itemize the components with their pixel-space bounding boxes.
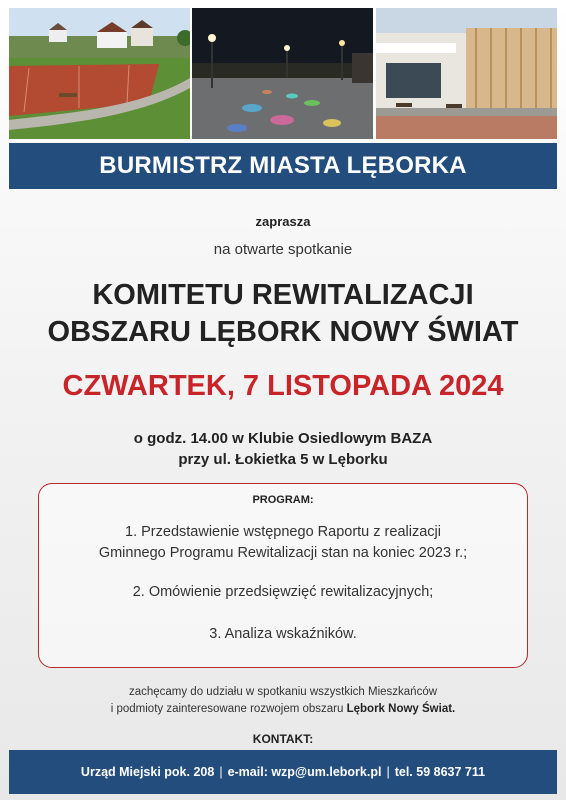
footer-separator: | <box>386 765 390 779</box>
phone-number[interactable]: tel. 59 8637 711 <box>394 765 486 779</box>
photo-night-square <box>192 8 373 139</box>
mayor-title-band <box>9 143 557 189</box>
program-item-3: 3. Analiza wskaźników. <box>209 626 357 642</box>
contact-footer <box>9 750 557 794</box>
area-name: Lębork Nowy Świat. <box>346 703 456 715</box>
event-time-place: o godz. 14.00 w Klubie Osiedlowym BAZA <box>133 430 433 447</box>
contact-label: KONTAKT: <box>252 732 314 746</box>
program-item-2: 2. Omówienie przedsięwzięć rewitalizacyjnych; <box>132 584 434 600</box>
footer-separator: | <box>219 765 223 779</box>
invites-text: zaprasza <box>255 214 311 229</box>
program-box <box>38 483 528 668</box>
committee-heading-line1: KOMITETU REWITALIZACJI <box>92 279 474 311</box>
photo-community-building <box>376 8 557 139</box>
encourage-line-2-text: i podmioty zainteresowane rozwojem obszaru <box>110 703 347 715</box>
event-date: CZWARTEK, 7 LISTOPADA 2024 <box>62 370 504 402</box>
mayor-title: BURMISTRZ MIASTA LĘBORKA <box>99 152 467 179</box>
program-item-1-line2: Gminnego Programu Rewitalizacji stan na koniec 2023 r.; <box>98 545 468 561</box>
photo-sports-field <box>9 8 190 139</box>
office-info: Urząd Miejski pok. 208 <box>80 765 215 779</box>
encourage-line-2 <box>0 703 566 715</box>
program-title: PROGRAM: <box>252 494 314 506</box>
email-link[interactable]: e-mail: wzp@um.lebork.pl <box>227 765 382 779</box>
committee-heading-line2: OBSZARU LĘBORK NOWY ŚWIAT <box>47 316 519 348</box>
program-item-1 <box>39 522 527 564</box>
encourage-line-1: zachęcamy do udziału w spotkaniu wszystkich Mieszkańców <box>128 686 438 698</box>
meeting-text: na otwarte spotkanie <box>213 241 353 258</box>
event-address: przy ul. Łokietka 5 w Lęborku <box>178 451 388 468</box>
program-item-1-line1: 1. Przedstawienie wstępnego Raportu z realizacji <box>125 524 441 540</box>
